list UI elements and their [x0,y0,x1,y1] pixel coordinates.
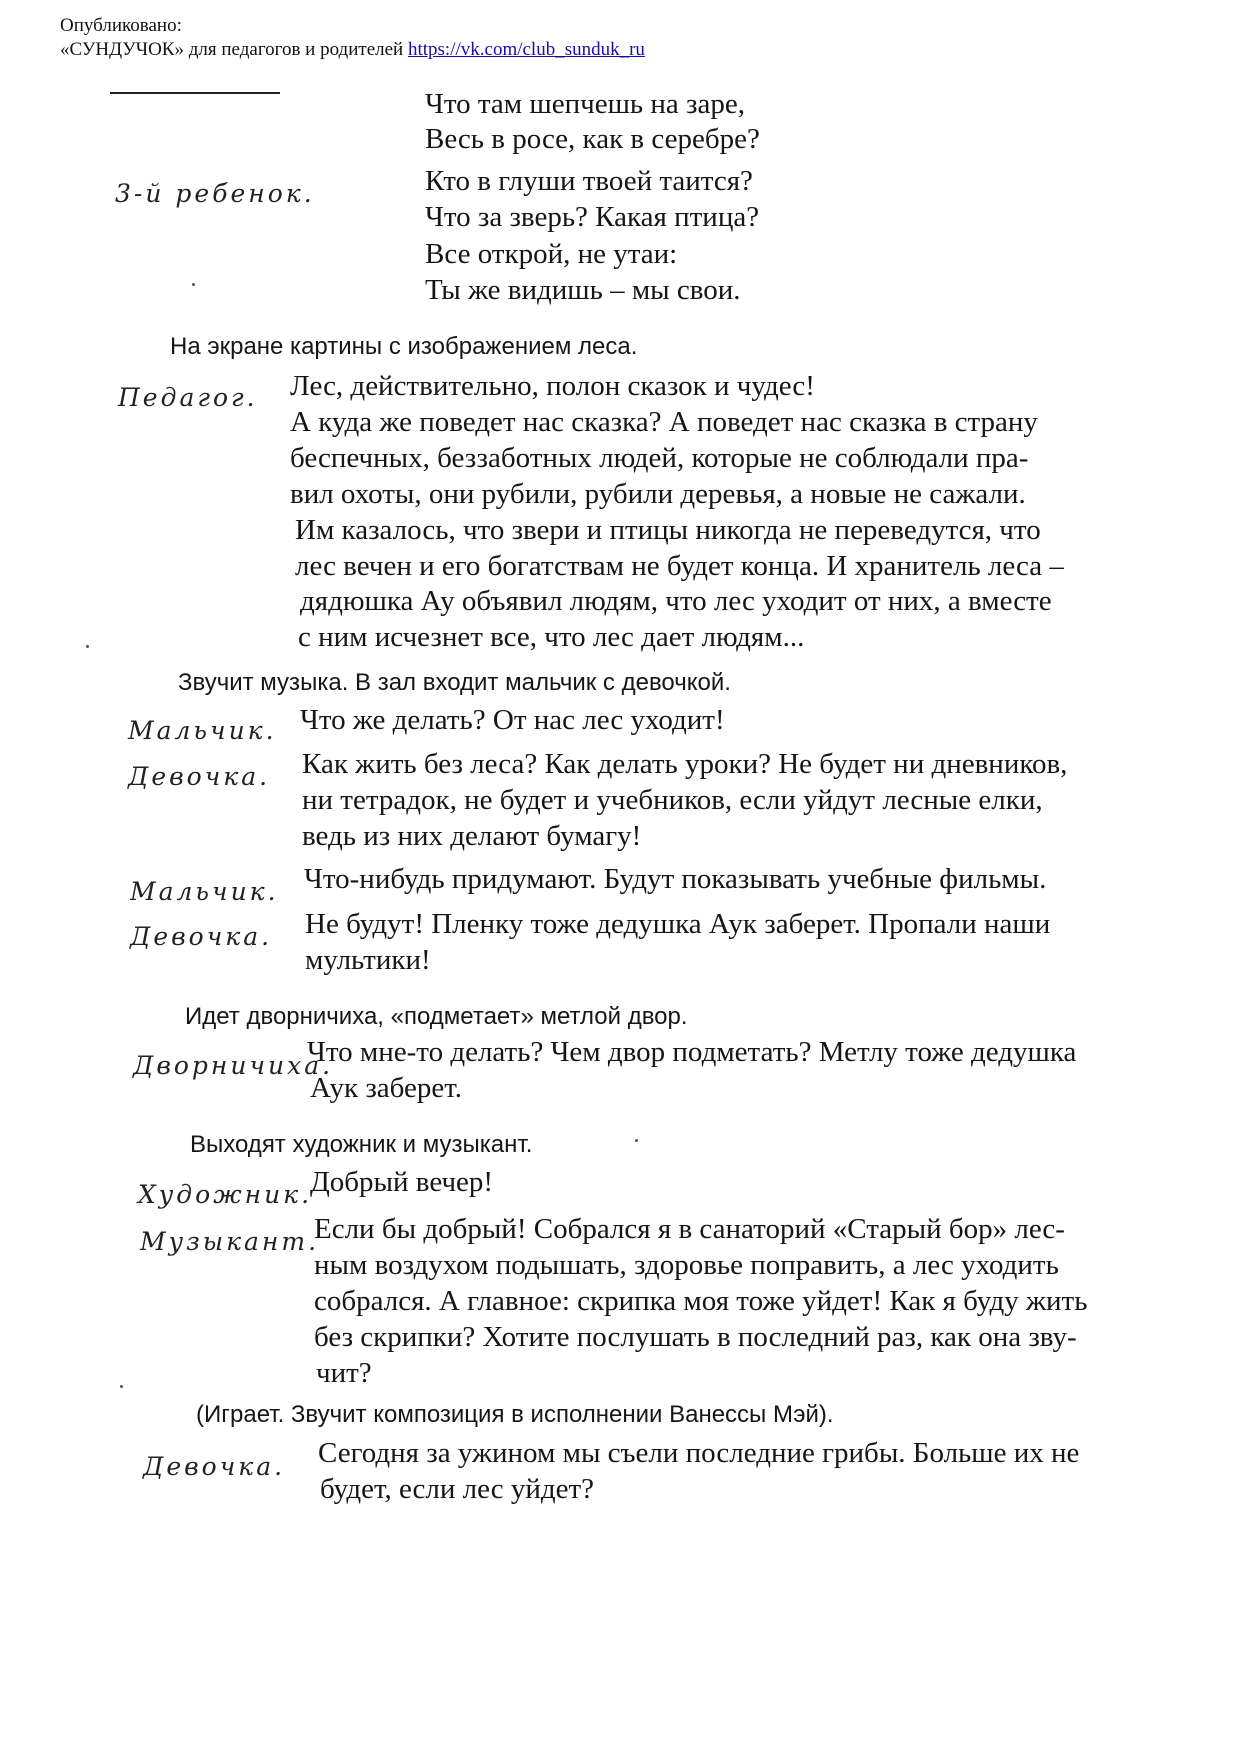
verse-line: Весь в росе, как в серебре? [425,123,760,155]
speaker-janitor: Дворничиха. [133,1051,334,1080]
stage-direction: (Играет. Звучит композиция в исполнении Ванессы Мэй). [196,1401,834,1428]
verse-line: Что там шепчешь на заре, [425,88,745,120]
scan-speck [635,1139,638,1142]
scan-speck [86,645,89,648]
dialogue-line: Аук заберет. [310,1072,463,1104]
dialogue-line: ни тетрадок, не будет и учебников, если уйдут лесные елки, [302,784,1043,816]
dialogue-line: Лес, действительно, полон сказок и чудес! [290,370,815,402]
published-label: Опубликовано: [60,15,182,36]
dialogue-line: Что-нибудь придумают. Будут показывать учебные фильмы. [304,863,1047,895]
dialogue-line: лес вечен и его богатствам не будет конца. И хранитель леса – [295,550,1064,582]
dialogue-line: ведь из них делают бумагу! [302,820,642,852]
dialogue-line: ным воздухом подышать, здоровье поправить, а лес уходить [314,1249,1059,1281]
speaker-girl: Девочка. [130,922,273,951]
verse-line: Все открой, не утаи: [425,238,678,270]
dialogue-line: мультики! [305,944,431,976]
verse-line: Ты же видишь – мы свои. [425,274,741,306]
dialogue-line: Не будут! Пленку тоже дедушка Аук заберет. Пропали наши [305,908,1051,940]
source-line [60,38,645,62]
stage-direction: Выходят художник и музыкант. [190,1131,533,1158]
speaker-boy: Мальчик. [128,716,277,745]
speaker-girl: Девочка. [128,762,271,791]
dialogue-line: Что же делать? От нас лес уходит! [300,704,725,736]
dialogue-line: Как жить без леса? Как делать уроки? Не будет ни дневников, [302,748,1068,780]
dialogue-line: Им казалось, что звери и птицы никогда не переведутся, что [295,514,1041,546]
speaker-child-3: 3-й ребенок. [115,179,315,208]
dialogue-line: дядюшка Ау объявил людям, что лес уходит от них, а вместе [300,585,1052,617]
source-text: «СУНДУЧОК» для педагогов и родителей [60,39,404,60]
publication-header [60,14,645,62]
speaker-girl: Девочка. [143,1452,286,1481]
dialogue-line: Что мне-то делать? Чем двор подметать? Метлу тоже дедушка [307,1036,1077,1068]
dialogue-line: Добрый вечер! [310,1166,494,1198]
speaker-pedagog: Педагог. [118,383,258,412]
dialogue-line: собрался. А главное: скрипка моя тоже уйдет! Как я буду жить [314,1285,1088,1317]
dialogue-line: А куда же поведет нас сказка? А поведет нас сказка в страну [290,406,1038,438]
stage-direction: Идет дворничиха, «подметает» метлой двор. [185,1003,688,1030]
dialogue-line: Если бы добрый! Собрался я в санаторий «Старый бор» лес- [314,1213,1065,1245]
dialogue-line: чит? [316,1357,372,1389]
speaker-musician: Музыкант. [140,1227,320,1256]
dialogue-line: вил охоты, они рубили, рубили деревья, а новые не сажали. [290,478,1026,510]
dialogue-line: будет, если лес уйдет? [320,1473,595,1505]
speaker-boy: Мальчик. [130,877,279,906]
scan-speck [192,283,195,286]
verse-line: Кто в глуши твоей таится? [425,165,753,197]
dialogue-line: без скрипки? Хотите послушать в последний раз, как она зву- [314,1321,1077,1353]
stage-direction: На экране картины с изображением леса. [170,333,638,360]
source-link[interactable]: https://vk.com/club_sunduk_ru [407,39,645,60]
stage-direction: Звучит музыка. В зал входит мальчик с девочкой. [178,669,731,696]
dialogue-line: с ним исчезнет все, что лес дает людям... [298,621,805,653]
scan-speck [120,1385,123,1388]
speaker-artist: Художник. [138,1180,313,1209]
dialogue-line: Сегодня за ужином мы съели последние грибы. Больше их не [318,1437,1080,1469]
header-divider [110,92,280,94]
verse-line: Что за зверь? Какая птица? [425,201,760,233]
dialogue-line: беспечных, беззаботных людей, которые не соблюдали пра- [290,442,1029,474]
